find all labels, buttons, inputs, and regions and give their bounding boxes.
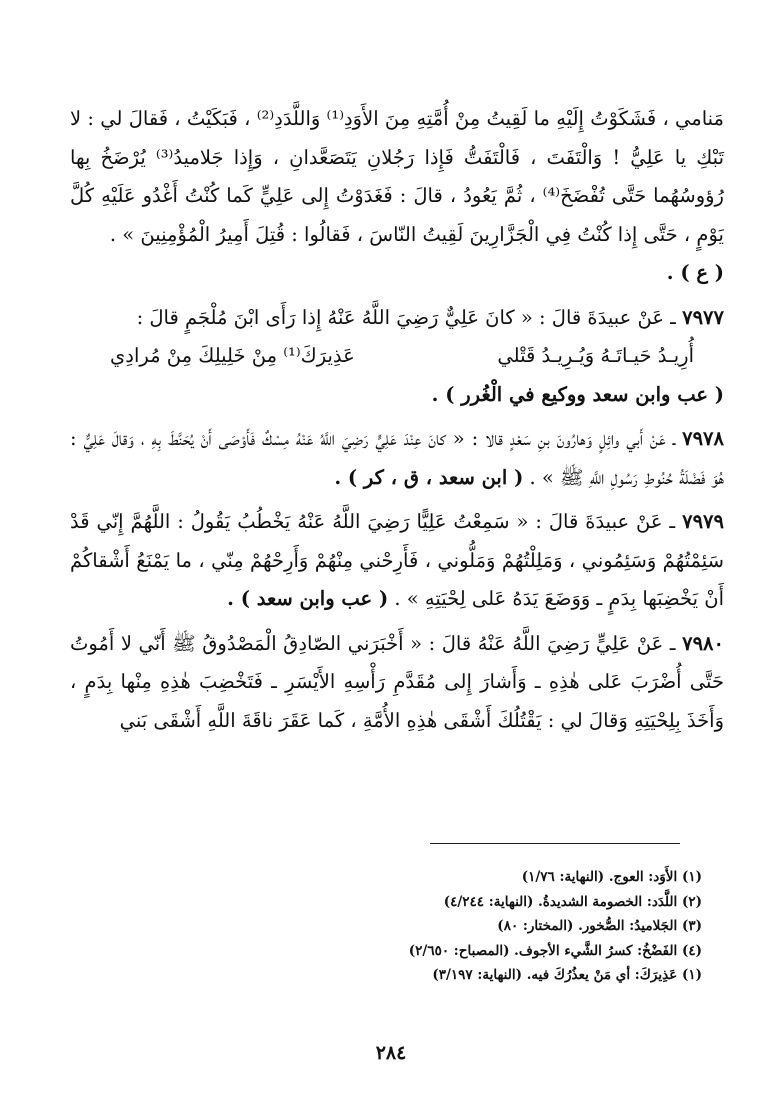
footnote: (٤) الفَضْخُ: كسرُ الشَّيء الأجوف. (المصباح: ٢/٦٥٠) <box>408 942 702 959</box>
hadith-text: ـ عَنْ عبيدَةَ قالَ : « كانَ عَلِيٌّ رَضِيَ اللَّهُ عَنْهُ إِذا رَأَى ابْنَ مُلْجَمٍ قالَ : <box>136 305 676 329</box>
hadith-number: ٧٩٧٧ <box>682 305 724 329</box>
continued-paragraph: مَنامي ، فَشَكَوْتُ إِلَيْهِ ما لَقِيتُ مِنْ أُمَّتِهِ مِنَ الأَوَدِ⁽¹⁾ وَاللَّدَدِ⁽²⁾ ، فَبَكَيْتُ ، فَقالَ لي : لا تَبْكِ يا عَلِيُّ ! وَالْتَفَتَ ، فَالْتَفَتُّ فَإِذا رَجُلانِ يَتَصَعَّدانِ ، وَإِذا جَلاميدُ⁽³⁾ يُرْضَخُ بِها رُؤوسُهُما حَتَّى تُفْضَخَ⁽⁴⁾ ، ثُمَّ يَعُودُ ، قالَ : فَغَدَوْتُ إِلى عَلِيٍّ كَما كُنْتُ أَغْدُو عَلَيْهِ كُلَّ يَوْمٍ ، حَتَّى إِذا كُنْتُ فِي الْجَزَّارِينَ لَقِيتُ النّاسَ ، فَقالُوا : قُتِلَ أَمِيرُ الْمُؤْمِنِينَ » . <box>70 107 724 246</box>
hadith-7978 <box>70 420 724 497</box>
source-reference: ( ابن سعد ، ق ، كر ) . <box>334 465 524 489</box>
footnote-divider <box>430 843 680 844</box>
verse-first-hemistich: أُرِيـدُ حَيـاتَـهُ وَيُـرِيـدُ قَتْلي <box>497 344 694 367</box>
source-reference: ( عب وابن سعد ) . <box>227 587 389 610</box>
verse-second-hemistich: عَذِيرَكَ⁽¹⁾ مِنْ خَلِيلِكَ مِنْ مُرادِي <box>110 344 355 367</box>
footnote: (٣) الجَلاميدُ: الصُّخور. (المختار: ٨٠) <box>497 918 702 934</box>
source-reference: ( عب وابن سعد ووكيع في الْغُرر ) . <box>431 382 724 406</box>
hadith-number: ٧٩٧٨ <box>682 427 724 450</box>
hadith-text: ـ عَنْ عَلِيٍّ رَضِيَ اللَّهُ عَنْهُ قالَ : « أَخْبَرَني الصّادِقُ الْمَصْدُوقُ ﷺ أَنّي لا أَمُوتُ حَتَّى أُضْرَبَ عَلى هٰذِهِ ـ وَأَشارَ إِلى مُقَدَّمِ رَأْسِهِ الأَيْسَرِ ـ فَتَخْضِبَ هٰذِهِ مِنْها بِدَمٍ ، وَأَخَذَ بِلِحْيَتِهِ وَقالَ لي : يَقْتُلُكَ أَشْقَى هٰذِهِ الأُمَّةِ ، كَما عَقَرَ ناقَةَ اللَّهِ أَشْقَى بَني <box>70 631 724 732</box>
main-text <box>70 100 724 740</box>
page-number: ٢٨٤ <box>375 1042 407 1064</box>
hadith-number: ٧٩٧٩ <box>682 510 724 533</box>
footnotes <box>282 865 702 988</box>
footnote: (١) الأَوَد: العوج. (النهاية: ١/٧٦) <box>521 869 702 885</box>
hadith-number: ٧٩٨٠ <box>682 631 724 655</box>
source-reference: ( ع ) . <box>666 261 724 284</box>
hadith-7979 <box>70 503 724 619</box>
hadith-7977 <box>70 299 724 338</box>
footnote: (١) عَذِيرَكَ: أي مَنْ يعذُرُكَ فيه. (النهاية: ٣/١٩٧) <box>432 967 702 983</box>
hadith-text: ـ عَنْ عبيدَةَ قالَ : « سَمِعْتُ عَلِيًّا رَضِيَ اللَّهُ عَنْهُ يَخْطُبُ يَقُولُ : اللَّهُمَّ إِنّي قَدْ سَئِمْتُهُمْ وَسَئِمُوني ، وَمَلِلْتُهُمْ وَمَلُّوني ، فَأَرِحْني مِنْهُمْ وَأَرِحْهُمْ مِنّي ، ما يَمْنَعُ أَشْقاكُمْ أَنْ يَخْضِبَها بِدَمٍ ـ وَوَضَعَ يَدَهُ عَلى لِحْيَتِهِ » . <box>70 510 724 610</box>
hadith-text: ـ عَنْ أَبي وائِلٍ وَهارُونَ بنِ سَعْدٍ قالا : « كانَ عِنْدَ عَلِيٍّ رَضِيَ اللَّهُ عَنْهُ مِسْكٌ فَأَوْصَى أَنْ يُحَنَّطَ بِهِ ، وَقالَ عَلِيٌّ : هُوَ فَضْلَةُ حُنُوطِ رَسُولِ اللَّهِ ﷺ » . <box>70 427 724 489</box>
hadith-7980 <box>70 625 724 741</box>
footnote: (٢) اللَّدَد: الخصومة الشديدةُ. (النهاية: ٤/٢٤٤) <box>443 893 702 910</box>
poetry-verse <box>70 337 724 376</box>
